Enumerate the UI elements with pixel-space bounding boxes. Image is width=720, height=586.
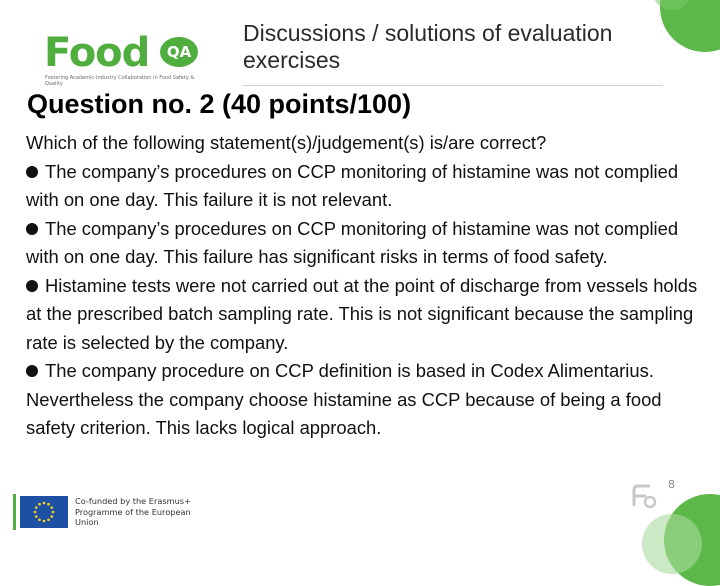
bullet-icon	[26, 166, 38, 178]
logo-tagline: Fostering Academic-Industry Collaboration in Food Safety & Quality	[45, 75, 195, 87]
eu-flag-icon	[20, 496, 68, 528]
logo-badge: QA	[160, 37, 198, 67]
eu-logo-accent	[13, 494, 16, 530]
bullet-icon	[26, 280, 38, 292]
page-number: 8	[668, 478, 675, 491]
question-prompt: Which of the following statement(s)/judgement(s) is/are correct?	[26, 132, 547, 153]
header-divider	[243, 85, 663, 86]
option-item	[26, 215, 698, 272]
slide-header-title: Discussions / solutions of evaluation exercises	[243, 20, 613, 73]
bullet-icon	[26, 223, 38, 235]
footer-logo-mark-icon	[628, 482, 658, 512]
question-title: Question no. 2 (40 points/100)	[27, 89, 412, 119]
logo-word: Food	[44, 30, 150, 76]
option-text: The company procedure on CCP definition is based in Codex Alimentarius. Nevertheless the company choose histamine as CCP because of being a food safety criterion. This lacks logical approach.	[26, 360, 662, 438]
question-content	[26, 129, 698, 443]
foodqa-logo	[44, 30, 214, 93]
eu-cofunding-text: Co-funded by the Erasmus+ Programme of the European Union	[75, 496, 191, 527]
option-item	[26, 357, 698, 443]
option-text: Histamine tests were not carried out at the point of discharge from vessels holds at the prescribed batch sampling rate. This is not significant because the sampling rate is selected by the company.	[26, 274, 698, 353]
eu-cofunding-logo	[13, 494, 191, 530]
option-text: The company’s procedures on CCP monitoring of histamine was not complied with on one day. This failure has significant risks in terms of food safety.	[26, 217, 679, 267]
option-item	[26, 272, 698, 358]
bullet-icon	[26, 365, 38, 377]
option-item	[26, 158, 698, 215]
corner-decoration-bottom-right-light	[642, 514, 702, 574]
option-text: The company’s procedures on CCP monitoring of histamine was not complied with on one day. This failure it is not relevant.	[26, 160, 679, 210]
